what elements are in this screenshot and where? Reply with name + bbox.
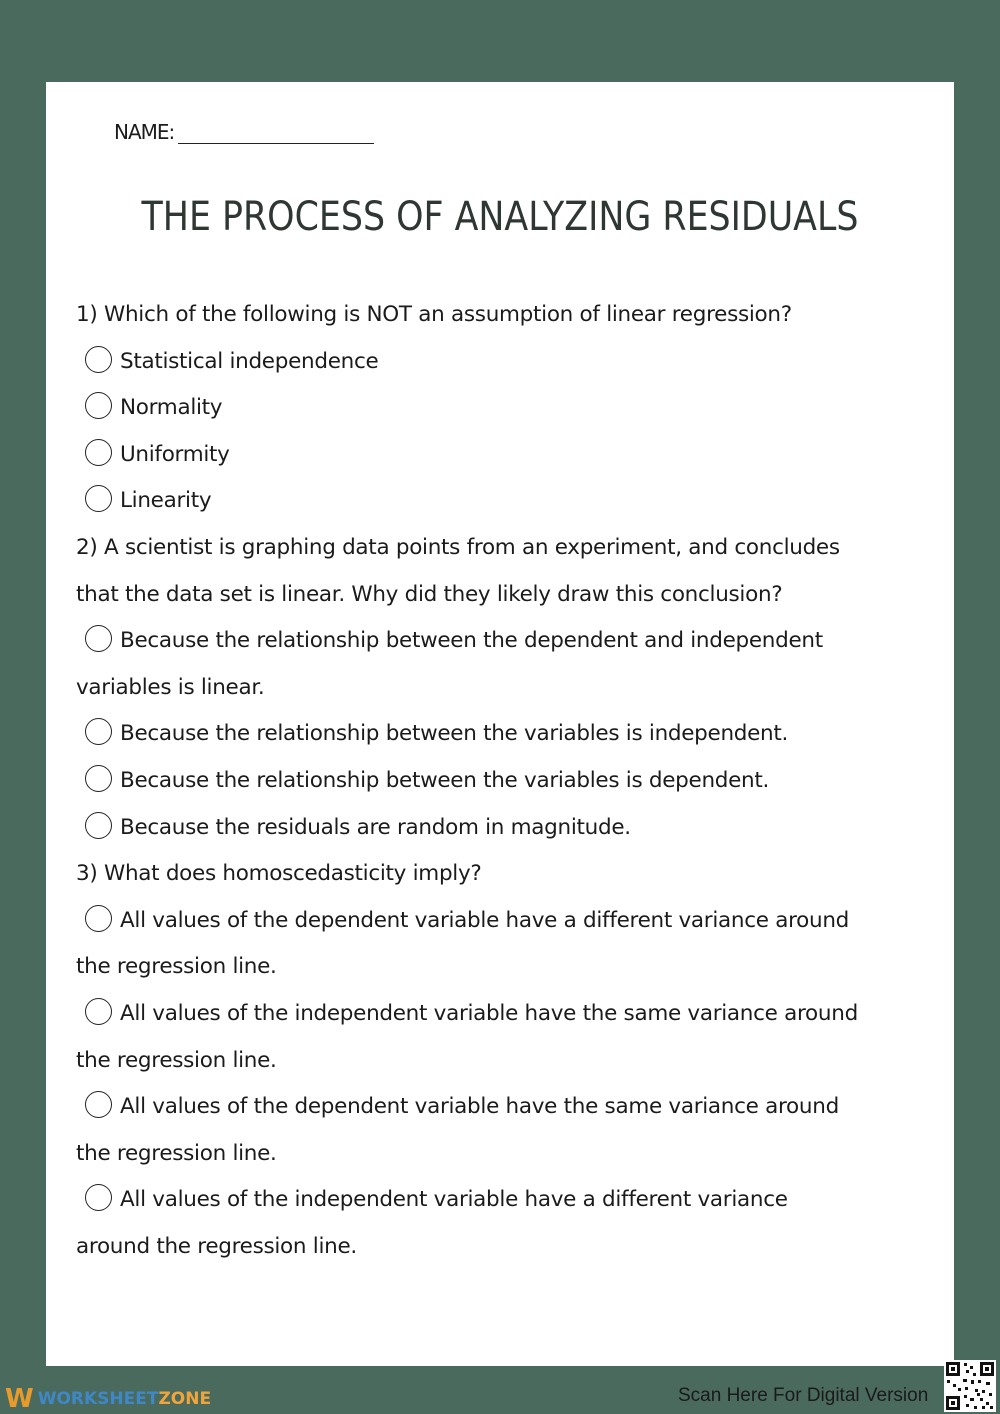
radio-circle-icon[interactable] [85, 765, 112, 792]
brand-name-part2: ZONE [158, 1389, 212, 1409]
radio-circle-icon[interactable] [85, 625, 112, 652]
line-text: Uniformity [120, 441, 230, 467]
answer-option[interactable] [76, 991, 926, 1038]
line-text: that the data set is linear. Why did they likely draw this conclusion? [76, 581, 783, 607]
answer-option-continued [76, 665, 926, 712]
line-text: All values of the independent variable have the same variance around [120, 1000, 858, 1026]
questions-list [76, 292, 926, 1270]
radio-circle-icon[interactable] [85, 485, 112, 512]
radio-circle-icon[interactable] [85, 905, 112, 932]
radio-circle-icon[interactable] [85, 998, 112, 1025]
radio-circle-icon[interactable] [85, 392, 112, 419]
qr-code-icon[interactable] [944, 1360, 996, 1412]
line-text: Because the relationship between the dependent and independent [120, 628, 823, 654]
question-text [76, 851, 926, 898]
radio-circle-icon[interactable] [85, 439, 112, 466]
answer-option-continued [76, 944, 926, 991]
answer-option[interactable] [76, 1177, 926, 1224]
question-text [76, 292, 926, 339]
radio-circle-icon[interactable] [85, 812, 112, 839]
radio-circle-icon[interactable] [85, 718, 112, 745]
worksheetzone-logo-icon: W [5, 1384, 34, 1414]
line-text: the regression line. [76, 1047, 277, 1073]
line-text: Normality [120, 395, 223, 421]
radio-circle-icon[interactable] [85, 1184, 112, 1211]
answer-option-continued [76, 1224, 926, 1271]
line-text: All values of the dependent variable have the same variance around [120, 1094, 839, 1120]
answer-option[interactable] [76, 618, 926, 665]
answer-option[interactable] [76, 432, 926, 479]
answer-option[interactable] [76, 339, 926, 386]
line-text: the regression line. [76, 954, 277, 980]
line-text: 2) A scientist is graphing data points from an experiment, and concludes [76, 534, 840, 560]
brand-logo [5, 1384, 211, 1414]
answer-option[interactable] [76, 385, 926, 432]
scan-caption: Scan Here For Digital Version [678, 1385, 929, 1406]
question-text [76, 572, 926, 619]
answer-option[interactable] [76, 1084, 926, 1131]
question-text [76, 525, 926, 572]
line-text: Linearity [120, 488, 212, 514]
worksheet-page [46, 82, 954, 1366]
line-text: variables is linear. [76, 674, 265, 700]
line-text: All values of the dependent variable have a different variance around [120, 907, 849, 933]
line-text: around the regression line. [76, 1233, 357, 1259]
name-field-row [114, 120, 374, 144]
line-text: the regression line. [76, 1140, 277, 1166]
line-text: Because the relationship between the variables is dependent. [120, 767, 770, 793]
answer-option-continued [76, 1131, 926, 1178]
answer-option[interactable] [76, 478, 926, 525]
line-text: Because the residuals are random in magnitude. [120, 814, 631, 840]
line-text: Because the relationship between the variables is independent. [120, 721, 789, 747]
answer-option[interactable] [76, 898, 926, 945]
line-text: All values of the independent variable have a different variance [120, 1187, 788, 1213]
worksheet-title: THE PROCESS OF ANALYZING RESIDUALS [141, 194, 859, 240]
name-blank-line[interactable] [178, 123, 374, 144]
answer-option[interactable] [76, 758, 926, 805]
answer-option-continued [76, 1038, 926, 1085]
line-text: 1) Which of the following is NOT an assumption of linear regression? [76, 302, 792, 327]
answer-option[interactable] [76, 805, 926, 852]
radio-circle-icon[interactable] [85, 1091, 112, 1118]
name-label: NAME: [114, 120, 175, 144]
line-text: Statistical independence [120, 348, 379, 374]
brand-name-part1: WORKSHEET [37, 1389, 159, 1409]
answer-option[interactable] [76, 711, 926, 758]
line-text: 3) What does homoscedasticity imply? [76, 861, 482, 887]
radio-circle-icon[interactable] [85, 346, 112, 373]
